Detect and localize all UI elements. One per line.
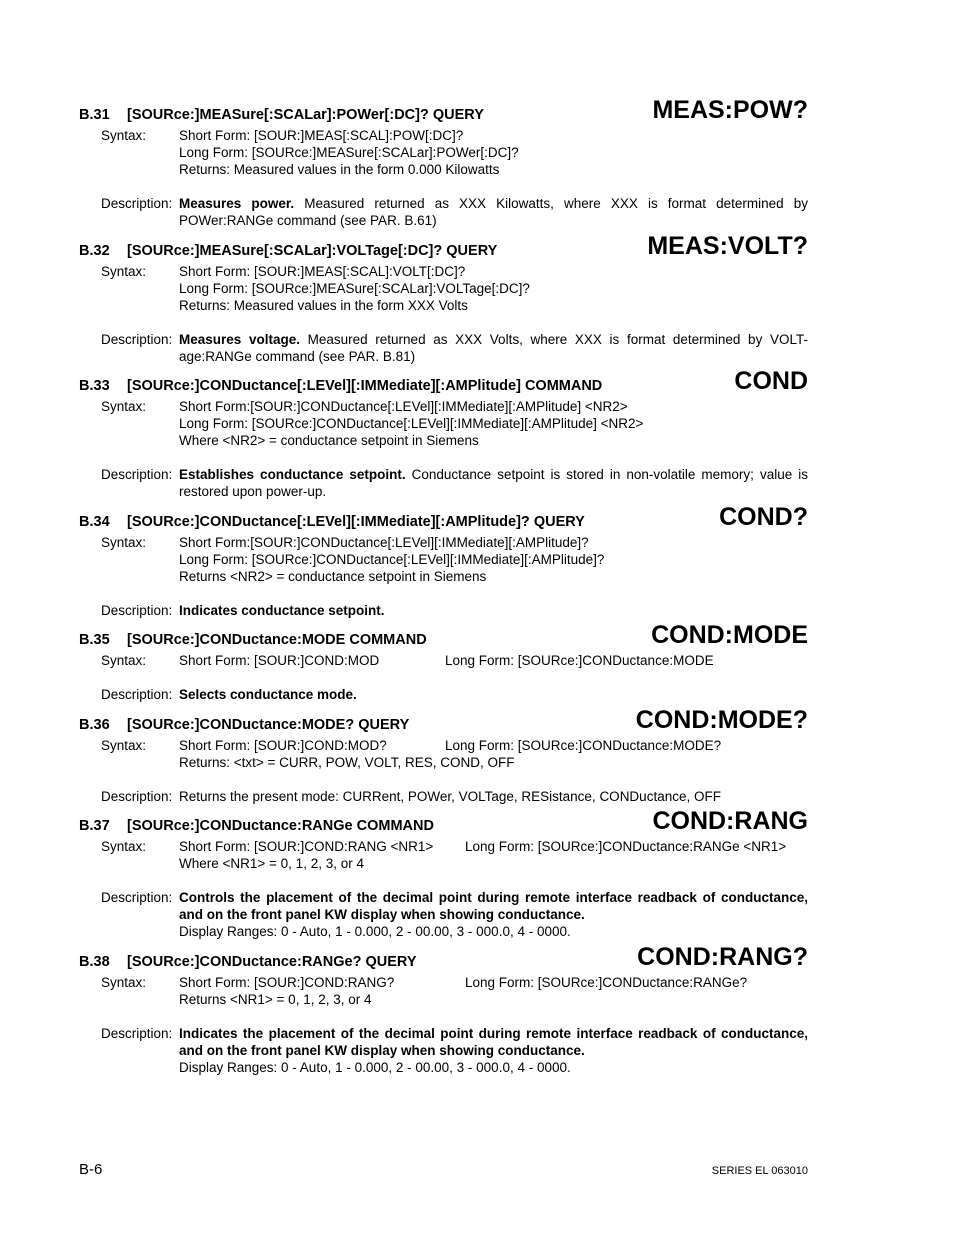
- syntax-line: Returns <NR2> = conductance setpoint in Siemens: [179, 569, 487, 584]
- command-mnemonic: COND:RANG?: [637, 943, 808, 971]
- section-b35: [79, 621, 808, 703]
- description-block: [79, 331, 808, 365]
- description-text: Display Ranges: 0 - Auto, 1 - 0.000, 2 - 00.00, 3 - 000.0, 4 - 0000.: [179, 1060, 571, 1075]
- syntax-long-form: Long Form: [SOURce:]CONDuctance:RANGe?: [465, 975, 748, 990]
- description-bold: Indicates the placement of the decimal point during remote interface readback of conductance, and on the front panel KW display when showing conductance.: [179, 1026, 808, 1058]
- description-label: Description:: [101, 603, 173, 618]
- syntax-block: [79, 127, 808, 178]
- section-title: [SOURce:]CONDuctance:RANGe? QUERY: [127, 954, 417, 970]
- syntax-block: [79, 398, 808, 449]
- syntax-line: Long Form: [SOURce:]CONDuctance[:LEVel][:IMMediate][:AMPlitude] <NR2>: [179, 416, 644, 431]
- section-title: [SOURce:]CONDuctance[:LEVel][:IMMediate][:AMPlitude]? QUERY: [127, 514, 585, 530]
- section-number: B.36: [79, 717, 110, 733]
- section-b32: [79, 232, 808, 365]
- section-b33: [79, 367, 808, 500]
- syntax-line: Long Form: [SOURce:]MEASure[:SCALar]:VOLTage[:DC]?: [179, 281, 530, 296]
- syntax-returns: Returns: <txt> = CURR, POW, VOLT, RES, COND, OFF: [179, 755, 515, 770]
- section-title: [SOURce:]CONDuctance[:LEVel][:IMMediate][:AMPlitude] COMMAND: [127, 378, 603, 394]
- command-mnemonic: COND:MODE: [651, 621, 808, 649]
- description-block: [79, 686, 808, 703]
- section-title: [SOURce:]MEASure[:SCALar]:POWer[:DC]? QUERY: [127, 107, 484, 123]
- syntax-label: Syntax:: [101, 975, 147, 990]
- syntax-line: Long Form: [SOURce:]MEASure[:SCALar]:POWer[:DC]?: [179, 145, 519, 160]
- description-text: Returns the present mode: CURRent, POWer, VOLTage, RESistance, CONDuctance, OFF: [179, 789, 721, 804]
- syntax-short-form: Short Form: [SOUR:]COND:RANG?: [179, 975, 395, 990]
- syntax-label: Syntax:: [101, 535, 147, 550]
- description-text: Measured returned as XXX Volts, where XXX is format determined by VOLT-age:RANGe command (see PAR. B.81): [179, 332, 808, 364]
- description-bold: Controls the placement of the decimal point during remote interface readback of conductance, and on the front panel KW display when showing conductance.: [179, 890, 808, 922]
- description-block: [79, 889, 808, 940]
- syntax-label: Syntax:: [101, 839, 147, 854]
- syntax-block: [79, 737, 808, 771]
- description-text: Measured returned as XXX Kilowatts, where XXX is format determined by POWer:RANGe command (see PAR. B.61): [179, 196, 808, 228]
- description-bold: Selects conductance mode.: [179, 687, 357, 702]
- section-title: [SOURce:]CONDuctance:RANGe COMMAND: [127, 818, 434, 834]
- description-label: Description:: [101, 1026, 173, 1041]
- syntax-line: Short Form:[SOUR:]CONDuctance[:LEVel][:IMMediate][:AMPlitude] <NR2>: [179, 399, 628, 414]
- syntax-label: Syntax:: [101, 399, 147, 414]
- syntax-line: Returns: Measured values in the form 0.000 Kilowatts: [179, 162, 500, 177]
- syntax-line: Returns: Measured values in the form XXX Volts: [179, 298, 468, 313]
- section-title: [SOURce:]CONDuctance:MODE COMMAND: [127, 632, 427, 648]
- command-mnemonic: COND: [734, 367, 808, 395]
- description-bold: Measures voltage.: [179, 332, 300, 347]
- syntax-short-form: Short Form: [SOUR:]COND:MOD: [179, 653, 380, 668]
- syntax-label: Syntax:: [101, 128, 147, 143]
- description-block: [79, 195, 808, 229]
- section-number: B.34: [79, 514, 110, 530]
- syntax-line: Long Form: [SOURce:]CONDuctance[:LEVel][:IMMediate][:AMPlitude]?: [179, 552, 605, 567]
- description-bold: Establishes conductance setpoint.: [179, 467, 406, 482]
- syntax-long-form: Long Form: [SOURce:]CONDuctance:RANGe <NR1>: [465, 839, 787, 854]
- description-block: [79, 1025, 808, 1076]
- section-number: B.32: [79, 243, 110, 259]
- syntax-returns: Returns <NR1> = 0, 1, 2, 3, or 4: [179, 992, 372, 1007]
- document-id: SERIES EL 063010: [711, 1165, 808, 1177]
- syntax-line: Short Form: [SOUR:]MEAS[:SCAL]:VOLT[:DC]?: [179, 264, 466, 279]
- syntax-label: Syntax:: [101, 738, 147, 753]
- command-mnemonic: COND?: [719, 503, 808, 531]
- syntax-long-form: Long Form: [SOURce:]CONDuctance:MODE: [445, 653, 714, 668]
- description-block: [79, 602, 808, 619]
- page-number: B-6: [79, 1161, 103, 1178]
- syntax-line: Where <NR2> = conductance setpoint in Siemens: [179, 433, 479, 448]
- description-label: Description:: [101, 789, 173, 804]
- description-label: Description:: [101, 687, 173, 702]
- description-bold: Indicates conductance setpoint.: [179, 603, 385, 618]
- description-label: Description:: [101, 467, 173, 482]
- syntax-label: Syntax:: [101, 653, 147, 668]
- section-number: B.37: [79, 818, 110, 834]
- syntax-block: [79, 534, 808, 585]
- section-number: B.31: [79, 107, 110, 123]
- syntax-block: [79, 838, 808, 872]
- section-b36: [79, 706, 808, 805]
- syntax-line: Short Form: [SOUR:]MEAS[:SCAL]:POW[:DC]?: [179, 128, 464, 143]
- description-label: Description:: [101, 332, 173, 347]
- syntax-block: [79, 652, 808, 669]
- syntax-short-form: Short Form: [SOUR:]COND:MOD?: [179, 738, 387, 753]
- command-mnemonic: COND:MODE?: [635, 706, 808, 734]
- description-text: Conductance setpoint is stored in non-volatile memory; value is restored upon power-up.: [179, 467, 808, 499]
- section-b34: [79, 503, 808, 619]
- description-text: Display Ranges: 0 - Auto, 1 - 0.000, 2 - 00.00, 3 - 000.0, 4 - 0000.: [179, 924, 571, 939]
- description-label: Description:: [101, 890, 173, 905]
- syntax-where: Where <NR1> = 0, 1, 2, 3, or 4: [179, 856, 364, 871]
- section-b37: [79, 807, 808, 940]
- syntax-label: Syntax:: [101, 264, 147, 279]
- section-b31: [79, 96, 808, 229]
- command-mnemonic: MEAS:VOLT?: [647, 232, 808, 260]
- syntax-block: [79, 974, 808, 1008]
- syntax-long-form: Long Form: [SOURce:]CONDuctance:MODE?: [445, 738, 722, 753]
- command-mnemonic: COND:RANG: [652, 807, 808, 835]
- section-b38: [79, 943, 808, 1076]
- section-number: B.35: [79, 632, 110, 648]
- section-number: B.33: [79, 378, 110, 394]
- command-mnemonic: MEAS:POW?: [652, 96, 808, 124]
- section-title: [SOURce:]MEASure[:SCALar]:VOLTage[:DC]? QUERY: [127, 243, 498, 259]
- section-number: B.38: [79, 954, 110, 970]
- syntax-short-form: Short Form: [SOUR:]COND:RANG <NR1>: [179, 839, 434, 854]
- description-label: Description:: [101, 196, 173, 211]
- section-title: [SOURce:]CONDuctance:MODE? QUERY: [127, 717, 410, 733]
- description-bold: Measures power.: [179, 196, 295, 211]
- syntax-line: Short Form:[SOUR:]CONDuctance[:LEVel][:IMMediate][:AMPlitude]?: [179, 535, 589, 550]
- syntax-block: [79, 263, 808, 314]
- description-block: [79, 466, 808, 500]
- description-block: [79, 788, 808, 805]
